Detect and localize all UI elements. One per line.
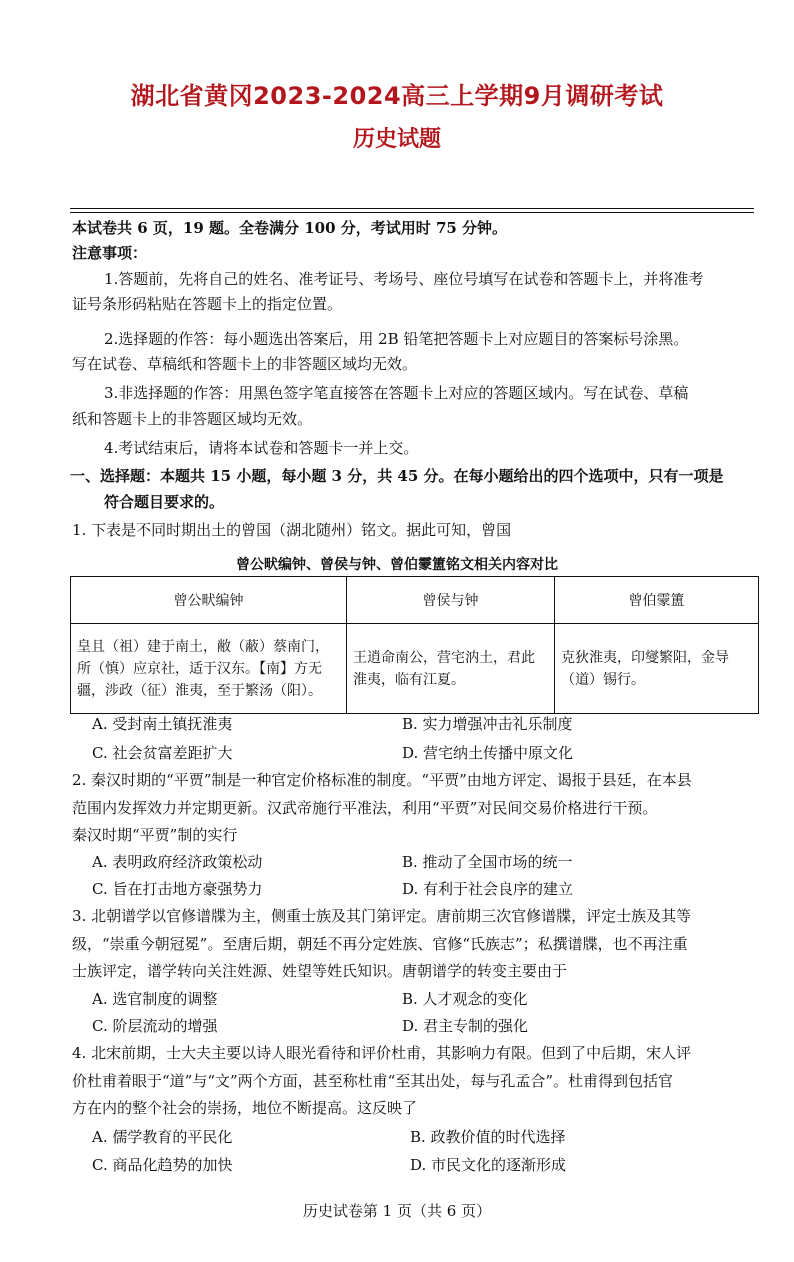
q1-option-b: B. 实力增强冲击礼乐制度: [402, 715, 573, 733]
notice-line: 纸和答题卡上的非答题区域均无效。: [72, 410, 313, 428]
q3-option-c: C. 阶层流动的增强: [92, 1017, 218, 1035]
q4-option-a: A. 儒学教育的平民化: [92, 1128, 233, 1146]
q4-option-d: D. 市民文化的逐渐形成: [410, 1156, 567, 1174]
table-cell: 皇且（祖）建于南土，敝（蔽）蔡南门，所（慎）应京社，适于汉东。【南】方无疆，涉政（征）淮夷，至于繁汤（阳）。: [71, 624, 347, 714]
notice-line: 写在试卷、草稿纸和答题卡上的非答题区域均无效。: [72, 355, 418, 373]
q3-stem-line: 士族评定，谱学转向关注姓源、姓望等姓氏知识。唐朝谱学的转变主要由于: [72, 962, 568, 980]
q3-stem-line: 3. 北朝谱学以官修谱牒为主，侧重士族及其门第评定。唐前期三次官修谱牒，评定士族及其等: [72, 907, 692, 925]
q1-table-caption: 曾公畎编钟、曾侯与钟、曾伯霥簠铭文相关内容对比: [236, 557, 558, 573]
q1-option-a: A. 受封南土镇抚淮夷: [92, 715, 233, 733]
table-header: 曾伯霥簠: [555, 577, 759, 624]
table-header: 曾侯与钟: [347, 577, 555, 624]
q2-option-c: C. 旨在打击地方豪强势力: [92, 880, 263, 898]
table-cell: 王逍命南公，营宅汭土，君此淮夷，临有江夏。: [347, 624, 555, 714]
exam-title: 湖北省黄冈2023-2024高三上学期9月调研考试: [130, 82, 664, 110]
notice-line: 4.考试结束后，请将本试卷和答题卡一并上交。: [104, 439, 419, 457]
q1-stem: 1. 下表是不同时期出土的曾国（湖北随州）铭文。据此可知，曾国: [72, 521, 512, 539]
table-header: 曾公畎编钟: [71, 577, 347, 624]
q2-option-b: B. 推动了全国市场的统一: [402, 853, 573, 871]
section-heading-cont: 符合题目要求的。: [104, 493, 225, 511]
notice-line: 证号条形码粘贴在答题卡上的指定位置。: [72, 295, 343, 313]
q3-option-d: D. 君主专制的强化: [402, 1017, 529, 1035]
q3-option-a: A. 选官制度的调整: [92, 990, 218, 1008]
exam-summary: 本试卷共 6 页，19 题。全卷满分 100 分，考试用时 75 分钟。: [72, 219, 508, 237]
q2-option-d: D. 有利于社会良序的建立: [402, 880, 574, 898]
q4-stem-line: 4. 北宋前期，士大夫主要以诗人眼光看待和评价杜甫，其影响力有限。但到了中后期，宋人评: [72, 1044, 692, 1062]
header-rule-top: [70, 208, 754, 209]
q3-stem-line: 级，“崇重今朝冠冕”。至唐后期，朝廷不再分定姓族、官修“氏族志”；私撰谱牒，也不再注重: [72, 935, 688, 953]
notice-line: 3.非选择题的作答：用黑色签字笔直接答在答题卡上对应的答题区域内。写在试卷、草稿: [104, 384, 689, 402]
q2-option-a: A. 表明政府经济政策松动: [92, 853, 263, 871]
header-rule-bottom: [70, 212, 754, 213]
q3-option-b: B. 人才观念的变化: [402, 990, 528, 1008]
q2-stem-line: 秦汉时期“平贾”制的实行: [72, 826, 238, 844]
page-footer: 历史试卷第 1 页（共 6 页）: [302, 1202, 492, 1220]
q1-option-c: C. 社会贫富差距扩大: [92, 744, 233, 762]
q4-option-b: B. 政教价值的时代选择: [410, 1128, 566, 1146]
q4-option-c: C. 商品化趋势的加快: [92, 1156, 233, 1174]
q4-stem-line: 价杜甫着眼于“道”与“文”两个方面，甚至称杜甫“至其出处，每与孔孟合”。杜甫得到包括官: [72, 1072, 674, 1090]
exam-subtitle: 历史试题: [352, 127, 441, 152]
inscription-table: [70, 576, 759, 714]
notice-heading: 注意事项：: [72, 244, 148, 262]
notice-line: 1.答题前，先将自己的姓名、准考证号、考场号、座位号填写在试卷和答题卡上，并将准考: [104, 270, 704, 288]
q1-option-d: D. 营宅纳土传播中原文化: [402, 744, 574, 762]
notice-line: 2.选择题的作答：每小题选出答案后，用 2B 铅笔把答题卡上对应题目的答案标号涂黑。: [104, 330, 689, 348]
section-heading: 一、选择题：本题共 15 小题，每小题 3 分，共 45 分。在每小题给出的四个选项中，只有一项是: [70, 467, 724, 485]
table-cell: 克狄淮夷，印燮繁阳，金导（道）锡行。: [555, 624, 759, 714]
q2-stem-line: 2. 秦汉时期的“平贾”制是一种官定价格标准的制度。“平贾”由地方评定、谒报于县廷，在本县: [72, 771, 692, 789]
q2-stem-line: 范围内发挥效力并定期更新。汉武帝施行平准法，利用“平贾”对民间交易价格进行干预。: [72, 799, 658, 817]
q4-stem-line: 方在内的整个社会的崇扬，地位不断提高。这反映了: [72, 1099, 418, 1117]
